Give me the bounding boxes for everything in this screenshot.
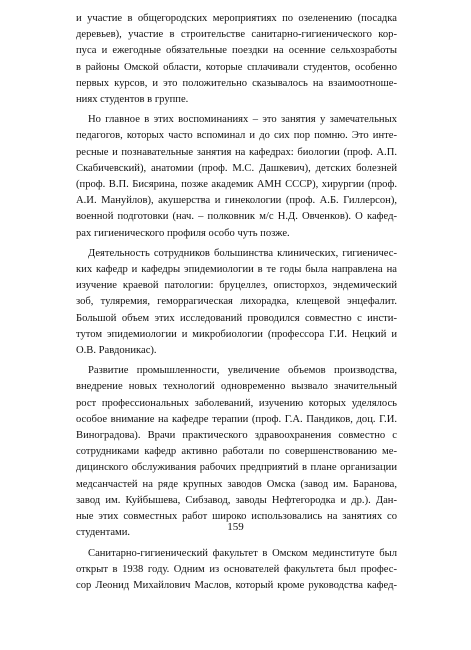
text-line: медсанчастей на ряде крупных заводов Омска (завод им. Баранова, (76, 478, 397, 490)
text-line: военной подготовки (нач. – полковник м/с Н.Д. Овченков). О кафед- (76, 211, 397, 223)
text-line: педагогов, которых часто вспоминал и до сих пор помню. Это инте- (76, 130, 397, 142)
text-line: сотрудниками кафедр активно работали по совершенствованию ме- (76, 446, 397, 458)
paragraph-4 (76, 363, 397, 541)
paragraph-1 (76, 11, 397, 108)
text-line: первых курсов, и это положительно сказывалось на взаимоотноше- (76, 77, 397, 89)
body-text (76, 11, 397, 594)
text-line: ресные и познавательные занятия на кафедрах: биологии (проф. А.П. (76, 146, 397, 158)
text-line: Санитарно-гигиенический факультет в Омском мединституте был (88, 547, 397, 559)
text-line: особое внимание на кафедре терапии (проф. Г.А. Пандиков, доц. Г.И. (76, 413, 397, 425)
text-line: студентами. (76, 527, 131, 539)
text-line: внедрение новых технологий одновременно вызвало значительный (76, 381, 397, 393)
text-line: и участие в общегородских мероприятиях по озеленению (посадка (76, 13, 397, 24)
text-line: зоб, туляремия, геморрагическая лихорадка, клещевой энцефалит. (76, 296, 397, 308)
text-line: Деятельность сотрудников большинства клинических, гигиеничес- (88, 247, 397, 259)
text-line: завод им. Куйбышева, Сибзавод, заводы Нефтегородка и др.). Дан- (76, 494, 397, 506)
text-line: Виноградова). Врачи практического здравоохранения совместно с (76, 430, 397, 442)
text-line: ких кафедр и кафедры эпидемиологии в те годы была направлена на (76, 264, 397, 276)
text-line: открыт в 1938 году. Одним из основателей факультета был профес- (76, 563, 397, 575)
text-line: Развитие промышленности, увеличение объемов производства, (88, 365, 397, 377)
text-line: ные этих совместных работ широко использовались на занятиях со (76, 511, 397, 523)
text-line: пуса и ежегодные обязательные поездки на осенние сельхозработы (76, 45, 397, 57)
paragraph-5 (76, 546, 397, 595)
text-line: дицинского обслуживания рабочих предприятий в плане организации (76, 462, 397, 474)
text-line: рах гигиенического профиля особо чуть позже. (76, 227, 290, 239)
text-line: изучение краевой патологии: бруцеллез, описторхоз, эндемический (76, 280, 397, 292)
text-line: Скабичевский), анатомии (проф. М.С. Дашкевич), детских болезней (76, 162, 397, 174)
text-line: А.И. Мануйлов), акушерства и гинекологии (проф. А.Б. Гиллерсон), (76, 195, 397, 207)
text-line: тутом эпидемиологии и микробиологии (профессора Г.И. Нецкий и (76, 328, 397, 340)
text-line: Большой объем этих исследований проводился совместно с инсти- (76, 312, 397, 324)
paragraph-3 (76, 246, 397, 359)
text-line: деревьев), участие в строительстве санитарно-гигиенического кор- (76, 29, 397, 41)
text-line: (проф. В.П. Бисярина, позже академик АМН СССР), хирургии (проф. (76, 179, 397, 191)
paragraph-2 (76, 112, 397, 242)
text-line: рост профессиональных заболеваний, изучению которых уделялось (76, 397, 397, 409)
text-line: Но главное в этих воспоминаниях – это занятия у замечательных (88, 114, 397, 126)
text-line: О.В. Равдоникас). (76, 345, 157, 357)
page-number: 159 (227, 521, 244, 533)
text-line: ниях студентов в группе. (76, 94, 189, 106)
text-line: в районы Омской области, которые сплачивали студентов, особенно (76, 61, 397, 73)
text-line: сор Леонид Михайлович Маслов, который кроме руководства кафед- (76, 579, 397, 591)
